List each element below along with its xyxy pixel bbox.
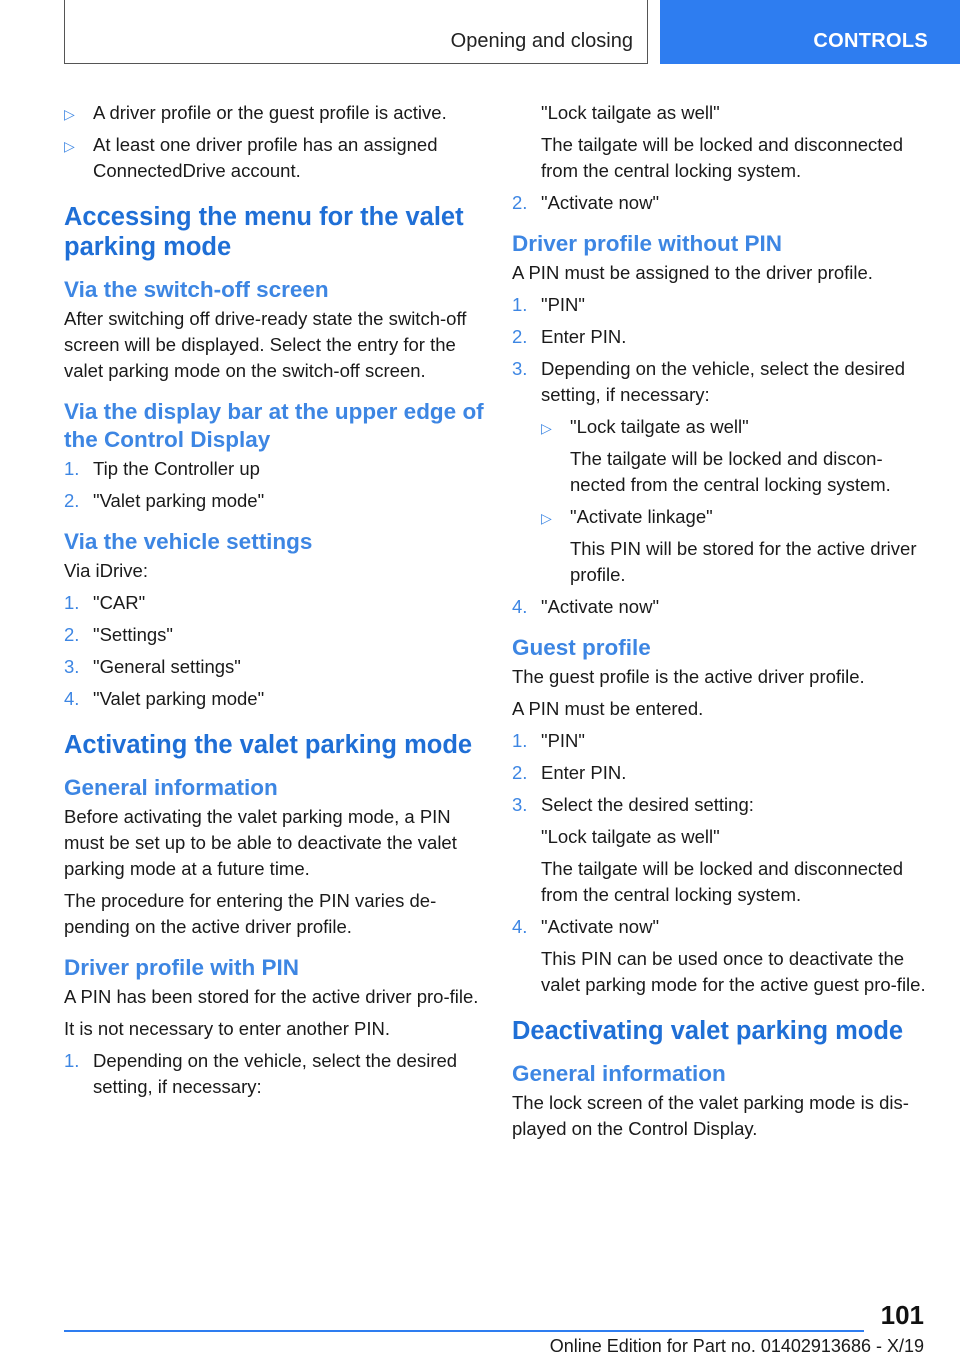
paragraph: A PIN must be assigned to the driver profile. [512,262,873,283]
step-item: 1. Depending on the vehicle, select the desired setting, if necessary: [64,1050,458,1097]
paragraph: A PIN must be entered. [512,698,704,719]
step-number: 1. [64,458,80,479]
bullet-item: ▷ At least one driver profile has an assigned ConnectedDrive account. [64,134,438,181]
step-number: 3. [512,794,528,815]
heading-driver-profile-with-pin: Driver profile with PIN [64,955,300,980]
section-title: Opening and closing [450,30,633,52]
option-label: "Lock tailgate as well" [541,102,720,123]
heading-activating: Activating the valet parking mode [64,731,473,759]
heading-vehicle-settings: Via the vehicle settings [64,529,313,554]
triangle-right-icon: ▷ [541,420,552,436]
footer-divider [64,1330,864,1332]
paragraph: The guest profile is the active driver profile. [512,666,865,687]
paragraph: The lock screen of the valet parking mode is dis-played on the Control Display. [512,1092,909,1139]
paragraph: It is not necessary to enter another PIN. [64,1018,390,1039]
right-column [512,100,936,1148]
header-chapter-tab [660,0,960,64]
heading-accessing-menu: Accessing the menu for the valet parking mode [64,203,464,261]
heading-guest-profile: Guest profile [512,635,651,660]
step-number: 2. [64,624,80,645]
step-item: 4. "Valet parking mode" [64,686,484,712]
step-number: 3. [64,656,80,677]
step-item: 4. "Activate now" [512,914,936,940]
page-number: 101 [880,1300,924,1330]
paragraph: Via iDrive: [64,560,148,581]
paragraph: Before activating the valet parking mode, a PIN must be set up to be able to deactivate the valet parking mode at a future time. [64,806,457,879]
header-section-box [64,0,648,64]
step-number: 2. [512,762,528,783]
triangle-right-icon: ▷ [64,106,75,122]
option-description: This PIN will be stored for the active driver profile. [570,538,917,585]
step-item: 4. "Activate now" [512,594,936,620]
step-item: 3. Select the desired setting: [512,792,936,818]
paragraph: A PIN has been stored for the active driver pro-file. [64,986,479,1007]
heading-display-bar: Via the display bar at the upper edge of the Control Display [64,399,484,452]
option-description: The tailgate will be locked and disconnected from the central locking system. [541,134,904,181]
step-item: 2. "Valet parking mode" [64,488,484,514]
heading-general-information: General information [512,1061,726,1086]
step-number: 4. [512,596,528,617]
option-description: The tailgate will be locked and disconnected from the central locking system. [541,858,904,905]
step-number: 2. [512,326,528,347]
step-item: 3. Depending on the vehicle, select the desired setting, if necessary: [512,358,906,405]
triangle-right-icon: ▷ [64,138,75,154]
step-item: 1. "PIN" [512,292,936,318]
triangle-right-icon: ▷ [541,510,552,526]
edition-text: Online Edition for Part no. 01402913686 - X/19 [549,1336,924,1356]
step-number: 2. [64,490,80,511]
option-label: "Lock tailgate as well" [541,826,720,847]
step-item: 2. "Settings" [64,622,484,648]
step-item: 1. Tip the Controller up [64,456,484,482]
step-number: 4. [512,916,528,937]
option-description: The tailgate will be locked and discon-nected from the central locking system. [570,448,891,495]
bullet-item: ▷ A driver profile or the guest profile is active. [64,100,484,126]
bullet-item: ▷ "Activate linkage" [541,504,936,530]
paragraph: The procedure for entering the PIN varies de-pending on the active driver profile. [64,890,437,937]
bullet-item: ▷ "Lock tailgate as well" [541,414,936,440]
step-number: 3. [512,358,528,379]
step-number: 1. [512,730,528,751]
step-number: 2. [512,192,528,213]
step-item: 3. "General settings" [64,654,484,680]
heading-switch-off-screen: Via the switch-off screen [64,277,329,302]
step-number: 4. [64,688,80,709]
step-item: 1. "PIN" [512,728,936,754]
heading-general-information: General information [64,775,278,800]
step-item: 2. "Activate now" [512,190,936,216]
step-item: 1. "CAR" [64,590,484,616]
step-number: 1. [64,592,80,613]
step-number: 1. [512,294,528,315]
step-item: 2. Enter PIN. [512,760,936,786]
paragraph: After switching off drive-ready state the switch-off screen will be displayed. Select the entry for the valet parking mode on the switch-off screen. [64,308,467,381]
step-number: 1. [64,1050,80,1071]
step-item: 2. Enter PIN. [512,324,936,350]
option-description: This PIN can be used once to deactivate the valet parking mode for the active guest pro-file. [541,948,926,995]
heading-driver-profile-without-pin: Driver profile without PIN [512,231,783,256]
chapter-title: CONTROLS [813,30,928,52]
left-column [64,100,484,1106]
heading-deactivating: Deactivating valet parking mode [512,1017,904,1045]
